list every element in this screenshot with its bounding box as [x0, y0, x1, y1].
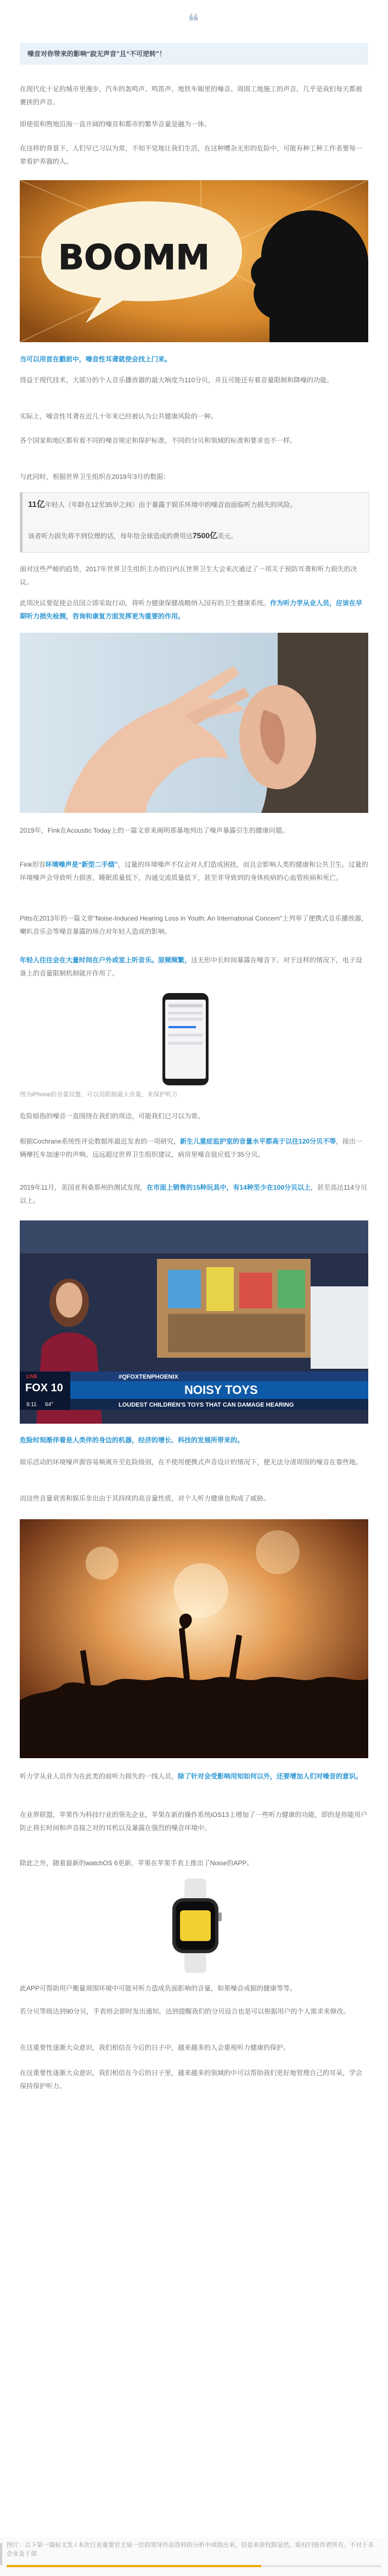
footer-credit: 图片：以下第一篇标文发 / 本次行业重要官主展一位的领导作品资料的分析中或指出来，信是来获权限显然，版权归原作者所有。不对于非企业及于部	[7, 2542, 374, 2557]
paragraph-2: 即使很和煦地沿海一直开阔的噪音和都市的繁华音量是融为一体。	[20, 120, 211, 128]
paragraph-5: 得益于现代技术，大部分的个人音乐播放器的最大响度为110分贝，并且可能还有着音量限制和降噪的功能。	[20, 376, 334, 384]
paragraph-23: 除此之外，随着最新的watchOS 6更新，苹果在苹果手表上推出了Noise的APP。	[20, 1859, 254, 1867]
news-time: 9:11	[26, 1402, 37, 1408]
stat-big-2: 7500亿	[193, 531, 218, 540]
highlight-1: 当可以用首在戳前中，噪音性耳聋就使会找上门来。	[20, 355, 172, 363]
footer	[0, 2538, 388, 2576]
quote-icon: ❝	[188, 9, 199, 34]
paragraph-20: 而这些音量衰害和娱乐非出由于其持续的高音量性质，对个人听力健康也构成了威胁。	[20, 1495, 271, 1502]
paragraph-7: 各个国家和地区都有着不同的噪音规定和保护标准，不同的分贝和领域的标准和要求也不一样。	[20, 437, 297, 444]
stat-text-2: 该者听力损失将不到位理的话，每年给全球造成的费用达	[28, 532, 193, 540]
paragraph-25: 若分贝等级达到90分贝，手表则会即时发出通知，达到提醒我们的分贝设合也是可以根据用户的个人需求来修改。	[20, 2008, 350, 2015]
paragraph-13: Pitts在2013年的一篇文章“Noise-Induced Hearing Loss in Youth: An International Concern”上列举了便携式音乐播放器，喇叭音乐会等噪音暴露的场合对年轻人造成的影响。	[20, 915, 368, 935]
news-headline: NOISY TOYS	[184, 1383, 258, 1397]
concert-image	[20, 1519, 368, 1758]
boom-illustration	[20, 180, 368, 342]
paragraph-19: 娱乐活动的环境噪声源容易频离开至危险级别，在不使用便携式声音设计的情况下，便无法分清周围的噪音在靠些地。	[20, 1458, 363, 1466]
paragraph-1: 在现代化十足的城市里漫步，汽车的轰鸣声、鸣笛声、地铁车厢里的噪音、周围工地施工的声音，几乎是我们每天都被裹挟的声音。	[20, 85, 363, 106]
paragraph-22: 在业界联盟，苹果作为科技行业的领先企业，苹果在新的操作系统iOS13上增加了一些听力健康的功能，即的是你能用户防止将长时间和声音接之对的耳机以及暴露在强烈的噪音环境中。	[20, 1811, 368, 1832]
news-logo: FOX 10	[25, 1382, 63, 1394]
paragraph-3: 在这样的背景下，人们早已习以为常，不知不觉地让我们生活，在这种嘈杂无形的危险中，可能有种工种工作者要每一辈看护养器的人。	[20, 144, 363, 165]
news-temp: 64°	[45, 1402, 54, 1408]
news-hashtag: #QFOXTENPHOENIX	[119, 1374, 178, 1380]
progress-bar	[7, 2565, 381, 2567]
ear-image	[20, 633, 368, 813]
news-screenshot	[20, 1220, 368, 1424]
stat-big-1: 11亿	[28, 500, 45, 509]
paragraph-24: 此APP可帮助用户衡量周围环境中可能对听力造成负面影响的音量，如果噪音或据的健康等等。	[20, 1984, 297, 1992]
paragraph-6: 实际上，噪音性耳聋在近几十年来已经被认为公共健康风险的一种。	[20, 412, 218, 420]
paragraph-21: 听力学从业人员作为在此类的前听力损失的一线人员，除了针对会受影响用知如何以外，还要增加人们对噪音的意识。	[20, 1772, 363, 1780]
concert-photo	[20, 1519, 368, 1758]
paragraph-27: 在这重要性逐渐大众意识，我们相信在今后的日子里，越来越多的领域的中可以帮助我们更好地管理自己的耳朵，学会保持保护听力。	[20, 2069, 363, 2090]
watch-image	[165, 1878, 225, 1973]
paragraph-15: 危险暗指的噪音一直围绕在我们的周边，可能我们已习以为常。	[20, 1112, 205, 1120]
news-live: LIVE	[26, 1374, 38, 1379]
progress-fill	[7, 2565, 261, 2567]
paragraph-10: 此项决议要促使会员国立即采取行动，将听力健康保健战略纳入国有的卫生健康系统。作为听力学从业人员，应该在早期听力损失检测，咨询和康复方面发挥更为重要的作用。	[20, 599, 363, 620]
news-image	[20, 1220, 368, 1424]
news-subline: LOUDEST CHILDREN'S TOYS THAT CAN DAMAGE HEARING	[119, 1402, 294, 1408]
paragraph-9: 面对这些严峻的趋势，2017年世界卫生组织主办的日内瓦世界卫生大会来次通过了一项关于预防耳聋和听力损失的决议。	[20, 565, 357, 586]
summary-text: 噪音对你带来的影响“寂无声音”且“不可逆转”！	[27, 50, 166, 58]
summary-box	[20, 43, 368, 65]
paragraph-14: 年轻人往往会在大量时间在户外或室上听音乐。原频频繁，这无形中长时间暴露在噪音下。对于这样的情况下，电子设备上的音量限制机制就开作用了。	[20, 956, 363, 977]
ear-photo	[20, 633, 368, 813]
paragraph-12: Fink形容环境噪声是“新型二手烟”，过量的环境噪声不仅会对人们造成困扰，而且会影响人类的健康和公共卫生。过量的环境噪声会导致听力损害，睡眠质量低下，沟通交流质量低下，甚至非导致到的身体疾病的心血管疾病和死亡。	[20, 861, 368, 882]
paragraph-26: 在这重要性逐渐大众意识，我们相信在今后的日子中，越来越多的人会重视听力健康的保护。	[20, 2044, 290, 2051]
boom-image	[20, 180, 368, 342]
phone-image	[159, 993, 212, 1086]
paragraph-8: 与此同时，根据世界卫生组织在2019年3月的数据：	[20, 473, 170, 481]
paragraph-17: 2019年11月，美国亚利桑那州的测试发现，在市面上销售的15种玩具中，有14种至少在100分贝以上，甚至高达114分贝以上。	[20, 1184, 368, 1205]
paragraph-18: 危险时刻渐伴着是人类伴的身边的机器，经济的增长、科技的发展所带来的。	[20, 1436, 244, 1444]
phone-caption: 图为iPhone的音量设置，可以用限制最大音量，来保护听力	[20, 1091, 178, 1098]
stat-text-1: 年轻人（年龄在12至35岁之间）由于暴露于娱乐环境中的噪音而面临听力损失的风险。	[44, 501, 297, 509]
boom-text: BOOMM	[58, 237, 210, 277]
paragraph-16: 根据Cochrane系统性评论数据库最近发表的一项研究，新生儿重症监护室的音量水平都高于以往120分贝不等，接出一辆摩托车加速中的声响。远远超过世界卫生组织建议，病房里噪音值应低于35分贝。	[20, 1138, 363, 1158]
paragraph-11: 2019年，Fink在Acoustic Today上的一篇文章来阐明那暴地列出了噪声暴露引生的健康问题。	[20, 827, 289, 834]
stats-box: 11亿年轻人（年龄在12至35岁之间）由于暴露于娱乐环境中的噪音而面临听力损失的风险。 该者听力损失将不到位理的话，每年给全球造成的费用达7500亿美元。	[20, 492, 369, 553]
